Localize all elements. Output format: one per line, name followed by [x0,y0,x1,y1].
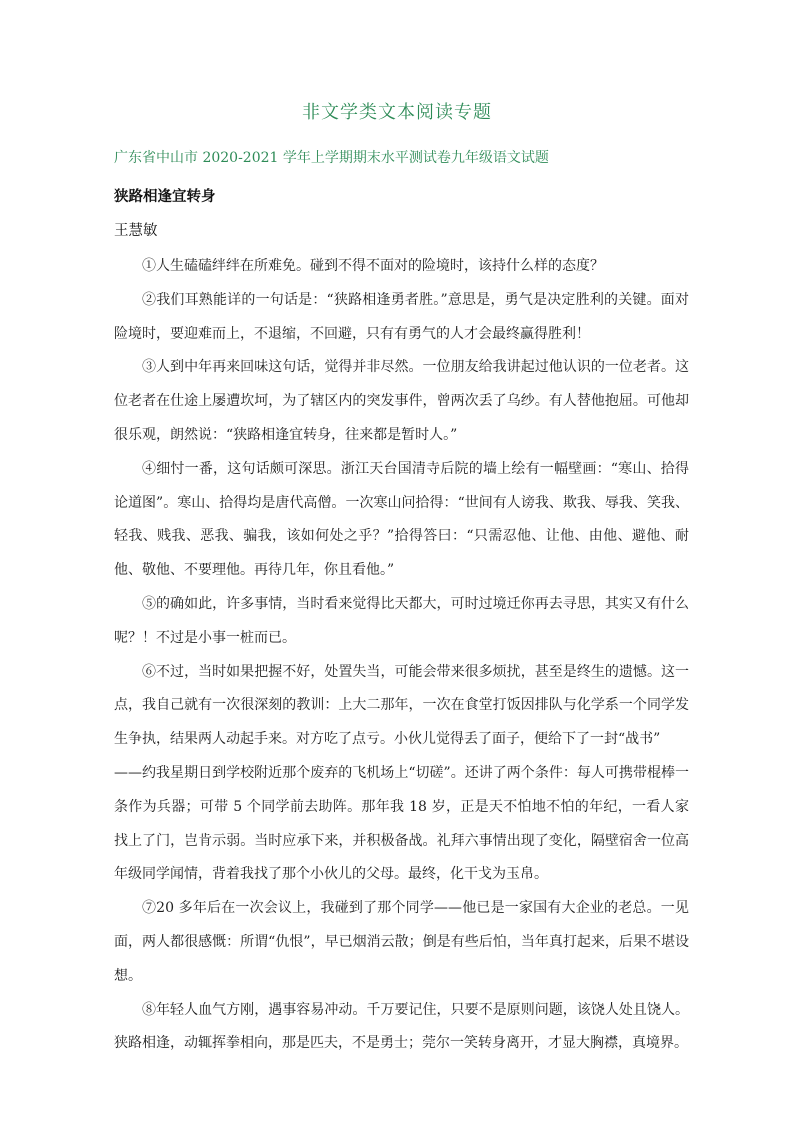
paragraph-3: ③人到中年再来回味这句话，觉得并非尽然。一位朋友给我讲起过他认识的一位老者。这位老者在仕途上屡遭坎坷，为了辖区内的突发事件，曾两次丢了乌纱。有人替他抱屈。可他却很乐观，朗然说：“狭路相逢宜转身，往来都是暂时人。” [114,359,689,443]
article-author: 王慧敏 [114,223,158,239]
paragraph-6: ⑥不过，当时如果把握不好，处置失当，可能会带来很多烦扰，甚至是终生的遗憾。这一点，我自己就有一次很深刻的教训：上大二那年，一次在食堂打饭因排队与化学系一个同学发生争执，结果两人动起手来。对方吃了点亏。小伙儿觉得丢了面子，便给下了一封“战书” [114,663,689,748]
document-title: 非文学类文本阅读专题 [302,102,492,123]
exam-source: 广东省中山市 2020-2021 学年上学期期末水平测试卷九年级语文试题 [114,150,549,166]
paragraph-5: ⑤的确如此，许多事情，当时看来觉得比天都大，可时过境迁你再去寻思，其实又有什么呢？！不过是小事一桩而已。 [114,595,689,646]
paragraph-6-continued: ——约我星期日到学校附近那个废弃的飞机场上“切磋”。还讲了两个条件：每人可携带棍棒一条作为兵器；可带 5 个同学前去助阵。那年我 18 岁，正是天不怕地不怕的年纪，一看人家找上了门，岂肯示弱。当时应承下来，并积极备战。礼拜六事情出现了变化，隔壁宿舍一位高年级同学闻情，背着我找了那个小伙儿的父母。最终，化干戈为玉帛。 [114,764,689,883]
paragraph-4: ④细忖一番，这句话颇可深思。浙江天台国清寺后院的墙上绘有一幅壁画：“寒山、拾得论道图”。寒山、拾得均是唐代高僧。一次寒山问拾得：“世间有人谤我、欺我、辱我、笑我、轻我、贱我、恶我、骗我，该如何处之乎？”拾得答曰：“只需忍他、让他、由他、避他、耐他、敬他、不要理他。再待几年，你且看他。” [114,460,689,579]
article-body [114,250,689,1061]
paragraph-8: ⑧年轻人血气方刚，遇事容易冲动。千万要记住，只要不是原则问题，该饶人处且饶人。狭路相逢，动辄挥拳相向，那是匹夫，不是勇士；莞尔一笑转身离开，才显大胸襟，真境界。 [114,1001,689,1052]
paragraph-2: ②我们耳熟能详的一句话是：“狭路相逢勇者胜。”意思是，勇气是决定胜利的关键。面对险境时，要迎难而上，不退缩，不回避，只有有勇气的人才会最终赢得胜利！ [114,291,689,342]
article-title: 狭路相逢宜转身 [114,188,216,205]
paragraph-7: ⑦20 多年后在一次会议上，我碰到了那个同学——他已是一家国有大企业的老总。一见面，两人都很感慨：所谓“仇恨”，早已烟消云散；倒是有些后怕，当年真打起来，后果不堪设想。 [114,900,689,984]
paragraph-1: ①人生磕磕绊绊在所难免。碰到不得不面对的险境时，该持什么样的态度？ [142,258,604,274]
